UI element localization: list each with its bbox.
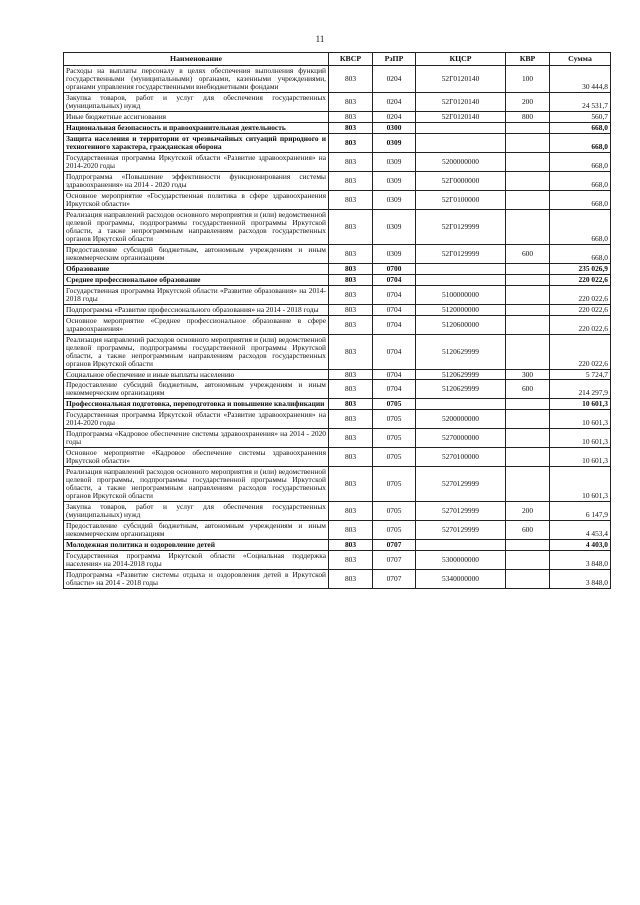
cell-sum: 668,0 xyxy=(550,190,611,209)
cell-kvr xyxy=(506,209,550,244)
cell-kcsr: 5300000000 xyxy=(416,551,506,570)
cell-kvr xyxy=(506,274,550,285)
cell-kvr xyxy=(506,315,550,334)
cell-name: Защита населения и территории от чрезвычайных ситуаций природного и техногенного характера, гражданская оборона xyxy=(64,133,329,152)
column-header-kcsr: КЦСР xyxy=(416,53,506,66)
cell-kcsr: 5120629999 xyxy=(416,369,506,380)
table-row xyxy=(64,467,611,502)
cell-kvsr: 803 xyxy=(329,399,373,410)
cell-kvsr: 803 xyxy=(329,66,373,93)
cell-kcsr xyxy=(416,274,506,285)
cell-rzpr: 0204 xyxy=(373,111,416,122)
cell-kvr xyxy=(506,171,550,190)
cell-sum: 6 147,9 xyxy=(550,502,611,521)
cell-kvsr: 803 xyxy=(329,274,373,285)
cell-name: Образование xyxy=(64,263,329,274)
table-row xyxy=(64,448,611,467)
cell-kcsr xyxy=(416,540,506,551)
cell-kvr xyxy=(506,133,550,152)
cell-rzpr: 0707 xyxy=(373,551,416,570)
cell-sum: 668,0 xyxy=(550,152,611,171)
cell-kvsr: 803 xyxy=(329,209,373,244)
cell-kvsr: 803 xyxy=(329,502,373,521)
cell-name: Основное мероприятие «Кадровое обеспечение системы здравоохранения Иркутской области» xyxy=(64,448,329,467)
cell-rzpr: 0707 xyxy=(373,540,416,551)
table-row xyxy=(64,66,611,93)
cell-kvsr: 803 xyxy=(329,380,373,399)
table-row xyxy=(64,380,611,399)
cell-kvsr: 803 xyxy=(329,570,373,589)
cell-sum: 4 403,0 xyxy=(550,540,611,551)
cell-rzpr: 0309 xyxy=(373,171,416,190)
column-header-kvsr: КВСР xyxy=(329,53,373,66)
cell-name: Предоставление субсидий бюджетным, автономным учреждениям и иным некоммерческим организациям xyxy=(64,521,329,540)
cell-name: Закупка товаров, работ и услуг для обеспечения государственных (муниципальных) нужд xyxy=(64,92,329,111)
cell-kvsr: 803 xyxy=(329,369,373,380)
cell-rzpr: 0204 xyxy=(373,92,416,111)
table-row xyxy=(64,551,611,570)
cell-sum: 560,7 xyxy=(550,111,611,122)
cell-rzpr: 0705 xyxy=(373,429,416,448)
column-header-rzpr: РзПР xyxy=(373,53,416,66)
cell-kvr: 600 xyxy=(506,380,550,399)
cell-sum: 668,0 xyxy=(550,209,611,244)
cell-kvr: 200 xyxy=(506,502,550,521)
cell-kcsr: 52Г0000000 xyxy=(416,171,506,190)
cell-name: Социальное обеспечение и иные выплаты населению xyxy=(64,369,329,380)
cell-sum: 668,0 xyxy=(550,122,611,133)
cell-sum: 10 601,3 xyxy=(550,410,611,429)
budget-table xyxy=(63,52,611,589)
cell-sum: 220 022,6 xyxy=(550,334,611,369)
cell-sum: 10 601,3 xyxy=(550,429,611,448)
cell-sum: 220 022,6 xyxy=(550,274,611,285)
table-header xyxy=(64,53,611,66)
cell-kcsr: 5270129999 xyxy=(416,502,506,521)
cell-kvsr: 803 xyxy=(329,410,373,429)
cell-kvsr: 803 xyxy=(329,171,373,190)
cell-name: Иные бюджетные ассигнования xyxy=(64,111,329,122)
cell-kcsr: 5270100000 xyxy=(416,448,506,467)
cell-kvsr: 803 xyxy=(329,133,373,152)
cell-rzpr: 0705 xyxy=(373,521,416,540)
cell-kcsr: 5200000000 xyxy=(416,410,506,429)
cell-sum: 668,0 xyxy=(550,171,611,190)
table-row xyxy=(64,263,611,274)
cell-kvr xyxy=(506,152,550,171)
cell-kcsr: 5340000000 xyxy=(416,570,506,589)
cell-kvr xyxy=(506,570,550,589)
cell-kvr: 600 xyxy=(506,244,550,263)
cell-name: Подпрограмма «Кадровое обеспечение системы здравоохранения» на 2014 - 2020 годы xyxy=(64,429,329,448)
cell-kcsr: 5120629999 xyxy=(416,334,506,369)
cell-sum: 3 848,0 xyxy=(550,551,611,570)
cell-sum: 220 022,6 xyxy=(550,285,611,304)
table-row xyxy=(64,429,611,448)
cell-kcsr: 5270129999 xyxy=(416,521,506,540)
cell-sum: 220 022,6 xyxy=(550,315,611,334)
cell-kcsr: 52Г0120140 xyxy=(416,111,506,122)
cell-name: Подпрограмма «Повышение эффективности функционирования системы здравоохранения» на 2014 - 2020 годы xyxy=(64,171,329,190)
cell-sum: 24 531,7 xyxy=(550,92,611,111)
cell-kvr xyxy=(506,334,550,369)
table-row xyxy=(64,171,611,190)
cell-kvsr: 803 xyxy=(329,285,373,304)
cell-kvr xyxy=(506,399,550,410)
cell-sum: 10 601,3 xyxy=(550,467,611,502)
cell-rzpr: 0704 xyxy=(373,315,416,334)
cell-kvr xyxy=(506,263,550,274)
table-row xyxy=(64,315,611,334)
cell-rzpr: 0704 xyxy=(373,274,416,285)
table-row xyxy=(64,209,611,244)
table-row xyxy=(64,540,611,551)
cell-rzpr: 0704 xyxy=(373,304,416,315)
table-row xyxy=(64,304,611,315)
cell-name: Профессиональная подготовка, переподготовка и повышение квалификации xyxy=(64,399,329,410)
cell-kvr: 300 xyxy=(506,369,550,380)
cell-rzpr: 0309 xyxy=(373,190,416,209)
cell-kvr xyxy=(506,448,550,467)
cell-name: Основное мероприятие «Среднее профессиональное образование в сфере здравоохранения» xyxy=(64,315,329,334)
cell-name: Подпрограмма «Развитие профессионального образования» на 2014 - 2018 годы xyxy=(64,304,329,315)
cell-rzpr: 0705 xyxy=(373,410,416,429)
cell-kvsr: 803 xyxy=(329,304,373,315)
cell-name: Молодежная политика и оздоровление детей xyxy=(64,540,329,551)
cell-kcsr: 52Г0120140 xyxy=(416,92,506,111)
table-row xyxy=(64,111,611,122)
cell-kcsr: 52Г0129999 xyxy=(416,244,506,263)
table-row xyxy=(64,274,611,285)
cell-kvsr: 803 xyxy=(329,244,373,263)
cell-kvsr: 803 xyxy=(329,467,373,502)
table-row xyxy=(64,502,611,521)
cell-sum: 10 601,3 xyxy=(550,399,611,410)
cell-rzpr: 0707 xyxy=(373,570,416,589)
cell-name: Государственная программа Иркутской области «Развитие образования» на 2014-2018 годы xyxy=(64,285,329,304)
cell-kcsr xyxy=(416,122,506,133)
cell-kvsr: 803 xyxy=(329,540,373,551)
cell-name: Национальная безопасность и правоохранительная деятельность xyxy=(64,122,329,133)
table-row xyxy=(64,122,611,133)
cell-name: Реализация направлений расходов основного мероприятия и (или) ведомственной целевой программы, подпрограммы государственной программы Иркутской области, а также непрограммным направлениям расходов государственных органов Иркутской области xyxy=(64,209,329,244)
cell-name: Предоставление субсидий бюджетным, автономным учреждениям и иным некоммерческим организациям xyxy=(64,380,329,399)
cell-sum: 220 022,6 xyxy=(550,304,611,315)
cell-rzpr: 0704 xyxy=(373,380,416,399)
cell-kvsr: 803 xyxy=(329,551,373,570)
cell-kvr: 100 xyxy=(506,66,550,93)
cell-sum: 30 444,8 xyxy=(550,66,611,93)
table-row xyxy=(64,133,611,152)
cell-rzpr: 0705 xyxy=(373,502,416,521)
cell-rzpr: 0309 xyxy=(373,209,416,244)
cell-kcsr: 52Г0120140 xyxy=(416,66,506,93)
table-row xyxy=(64,570,611,589)
cell-kvsr: 803 xyxy=(329,521,373,540)
table-row xyxy=(64,334,611,369)
cell-sum: 668,0 xyxy=(550,244,611,263)
cell-kvr xyxy=(506,304,550,315)
cell-name: Реализация направлений расходов основного мероприятия и (или) ведомственной целевой программы, подпрограммы государственной программы Иркутской области, а также непрограммным направлениям расходов государственных органов Иркутской области xyxy=(64,467,329,502)
cell-sum: 214 297,9 xyxy=(550,380,611,399)
cell-kvr xyxy=(506,122,550,133)
column-header-kvr: КВР xyxy=(506,53,550,66)
cell-rzpr: 0704 xyxy=(373,369,416,380)
cell-kvr xyxy=(506,540,550,551)
cell-rzpr: 0704 xyxy=(373,334,416,369)
cell-name: Подпрограмма «Развитие системы отдыха и оздоровления детей в Иркутской области» на 2014 - 2018 годы xyxy=(64,570,329,589)
cell-name: Расходы на выплаты персоналу в целях обеспечения выполнения функций государственными (муниципальными) органами, казенными учреждениями, органами управления государственными внебюджетными фондами xyxy=(64,66,329,93)
cell-kcsr: 5120000000 xyxy=(416,304,506,315)
table-body xyxy=(64,66,611,589)
cell-name: Государственная программа Иркутской области «Социальная поддержка населения» на 2014-2018 годы xyxy=(64,551,329,570)
column-header-name: Наименование xyxy=(64,53,329,66)
cell-sum: 4 453,4 xyxy=(550,521,611,540)
cell-kvr xyxy=(506,285,550,304)
cell-sum: 3 848,0 xyxy=(550,570,611,589)
cell-kcsr xyxy=(416,399,506,410)
cell-kvsr: 803 xyxy=(329,92,373,111)
table-row xyxy=(64,92,611,111)
cell-kvr xyxy=(506,410,550,429)
cell-kvsr: 803 xyxy=(329,315,373,334)
page-number: 11 xyxy=(315,34,325,44)
cell-kvr xyxy=(506,551,550,570)
cell-rzpr: 0309 xyxy=(373,152,416,171)
cell-rzpr: 0705 xyxy=(373,448,416,467)
cell-kcsr: 5200000000 xyxy=(416,152,506,171)
table-row xyxy=(64,190,611,209)
cell-kvsr: 803 xyxy=(329,429,373,448)
cell-name: Государственная программа Иркутской области «Развитие здравоохранения» на 2014-2020 годы xyxy=(64,410,329,429)
cell-name: Среднее профессиональное образование xyxy=(64,274,329,285)
cell-kvsr: 803 xyxy=(329,111,373,122)
cell-name: Предоставление субсидий бюджетным, автономным учреждениям и иным некоммерческим организациям xyxy=(64,244,329,263)
cell-kvr xyxy=(506,429,550,448)
cell-sum: 10 601,3 xyxy=(550,448,611,467)
cell-rzpr: 0705 xyxy=(373,399,416,410)
cell-sum: 668,0 xyxy=(550,133,611,152)
cell-rzpr: 0705 xyxy=(373,467,416,502)
cell-kvsr: 803 xyxy=(329,152,373,171)
cell-kvsr: 803 xyxy=(329,190,373,209)
cell-rzpr: 0309 xyxy=(373,244,416,263)
cell-rzpr: 0309 xyxy=(373,133,416,152)
cell-name: Закупка товаров, работ и услуг для обеспечения государственных (муниципальных) нужд xyxy=(64,502,329,521)
cell-kcsr: 5100000000 xyxy=(416,285,506,304)
table-row xyxy=(64,399,611,410)
table-row xyxy=(64,521,611,540)
cell-rzpr: 0300 xyxy=(373,122,416,133)
cell-kvsr: 803 xyxy=(329,448,373,467)
table-row xyxy=(64,244,611,263)
cell-rzpr: 0704 xyxy=(373,285,416,304)
cell-kcsr: 5120629999 xyxy=(416,380,506,399)
table-row xyxy=(64,152,611,171)
cell-sum: 5 724,7 xyxy=(550,369,611,380)
table-row xyxy=(64,369,611,380)
cell-kcsr xyxy=(416,263,506,274)
cell-name: Основное мероприятие «Государственная политика в сфере здравоохранения Иркутской области» xyxy=(64,190,329,209)
cell-sum: 235 026,9 xyxy=(550,263,611,274)
table-row xyxy=(64,285,611,304)
cell-kvsr: 803 xyxy=(329,122,373,133)
cell-name: Реализация направлений расходов основного мероприятия и (или) ведомственной целевой программы, подпрограммы государственной программы Иркутской области, а также непрограммным направлениям расходов государственных органов Иркутской области xyxy=(64,334,329,369)
cell-rzpr: 0204 xyxy=(373,66,416,93)
cell-kvr xyxy=(506,467,550,502)
cell-kvsr: 803 xyxy=(329,263,373,274)
cell-kvr: 800 xyxy=(506,111,550,122)
cell-kvr: 200 xyxy=(506,92,550,111)
cell-kcsr: 52Г0100000 xyxy=(416,190,506,209)
column-header-sum: Сумма xyxy=(550,53,611,66)
cell-kcsr: 5270000000 xyxy=(416,429,506,448)
table-row xyxy=(64,410,611,429)
cell-kcsr: 52Г0129999 xyxy=(416,209,506,244)
cell-kcsr: 5120600000 xyxy=(416,315,506,334)
cell-rzpr: 0700 xyxy=(373,263,416,274)
cell-kvr: 600 xyxy=(506,521,550,540)
cell-kcsr xyxy=(416,133,506,152)
cell-kvsr: 803 xyxy=(329,334,373,369)
cell-kcsr: 5270129999 xyxy=(416,467,506,502)
cell-name: Государственная программа Иркутской области «Развитие здравоохранения» на 2014-2020 годы xyxy=(64,152,329,171)
cell-kvr xyxy=(506,190,550,209)
